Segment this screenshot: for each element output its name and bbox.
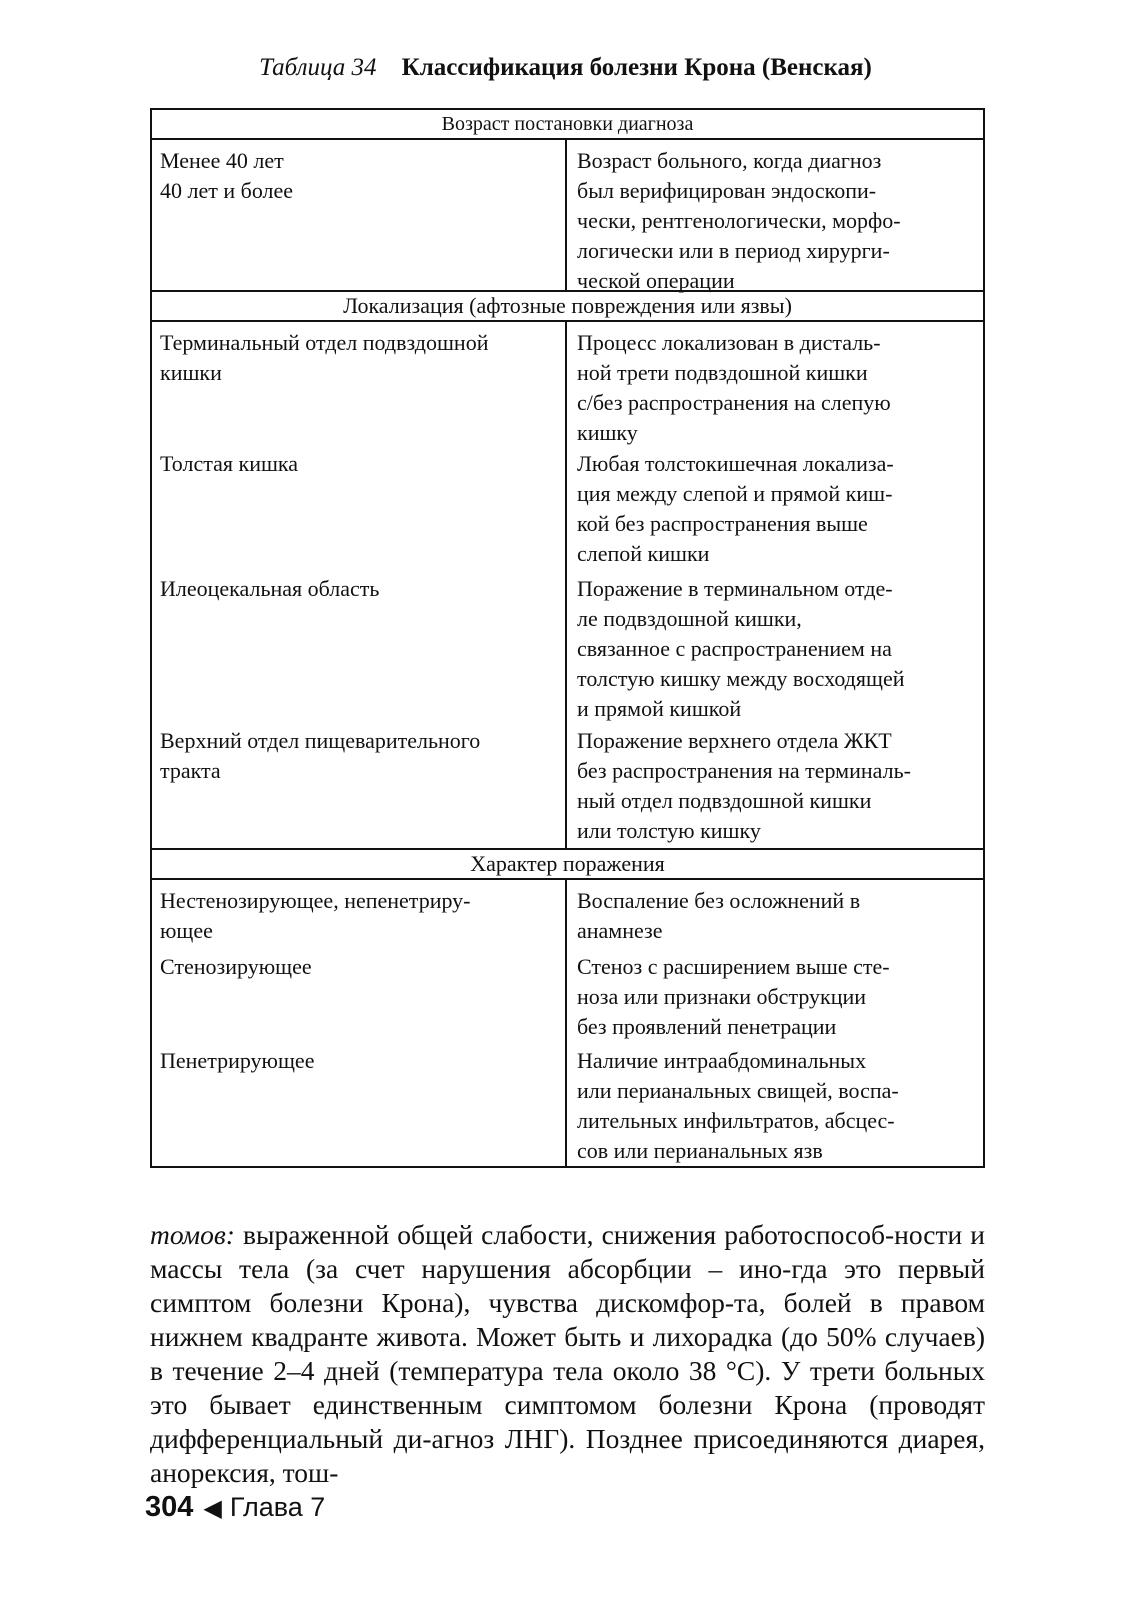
section-body-localization xyxy=(152,320,983,848)
body-paragraph xyxy=(150,1218,985,1490)
page-number: 304 xyxy=(145,1491,194,1523)
table-caption-title: Классификация болезни Крона (Венская) xyxy=(401,54,872,81)
row-label: Терминальный отдел подвздошной кишки xyxy=(160,330,489,385)
row-description: Воспаление без осложнений в анамнезе xyxy=(577,888,861,943)
section-header-character: Характер поражения xyxy=(152,848,983,878)
row-description: Поражение верхнего отдела ЖКТ без распространения на терминаль- ный отдел подвздошной кишки или толстую кишку xyxy=(577,728,911,843)
row-description: Наличие интраабдоминальных или перианальных свищей, воспа- лительных инфильтратов, абсцес- сов или перианальных язв xyxy=(577,1048,899,1163)
table-caption-label: Таблица 34 xyxy=(259,54,377,81)
row-description: Возраст больного, когда диагноз был верифицирован эндоскопи- чески, рентгенологически, морфо- логически или в период хирурги- ческой операции xyxy=(577,148,901,293)
row-label: Нестенозирующее, непенетриру- ющее xyxy=(160,888,471,943)
table-caption xyxy=(0,52,1131,84)
row-label: Илеоцекальная область xyxy=(160,576,380,601)
row-label: Менее 40 лет 40 лет и более xyxy=(160,148,294,203)
section-body-character xyxy=(152,878,983,1166)
section-header-localization: Локализация (афтозные повреждения или язвы) xyxy=(152,290,983,320)
row-description: Стеноз с расширением выше сте- ноза или признаки обструкции без проявлений пенетрации xyxy=(577,954,890,1039)
row-description: Любая толстокишечная локализа- ция между слепой и прямой киш- кой без распространения выше слепой кишки xyxy=(577,451,894,566)
paragraph-lead: томов: xyxy=(150,1219,235,1250)
row-label: Толстая кишка xyxy=(160,451,299,476)
chapter-label: Глава 7 xyxy=(229,1492,326,1522)
classification-table xyxy=(150,108,985,1168)
row-description: Процесс локализован в дисталь- ной трети подвздошной кишки с/без распространения на слепую кишку xyxy=(577,330,891,445)
table-row xyxy=(152,138,983,293)
row-label: Стенозирующее xyxy=(160,954,312,979)
row-label: Верхний отдел пищеварительного тракта xyxy=(160,728,481,783)
row-description: Поражение в терминальном отде- ле подвздошной кишки, связанное с распространением на толстую кишку между восходящей и прямой кишкой xyxy=(577,576,905,721)
section-header-age: Возраст постановки диагноза xyxy=(441,113,694,135)
left-triangle-icon: ◀ xyxy=(203,1495,222,1522)
paragraph-text: выраженной общей слабости, снижения работоспособ-ности и массы тела (за счет нарушения абсорбции – ино-гда это первый симптом болезни Крона), чувства дискомфор-та, болей в правом нижнем квадранте живота. Может быть и лихорадка (до 50% случаев) в течение 2–4 дней (температура тела около 38 °C). У трети больных это бывает единственным симптомом болезни Крона (проводят дифференциальный ди-агноз ЛНГ). Позднее присоединяются диарея, анорексия, тош- xyxy=(150,1219,985,1488)
page-footer xyxy=(145,1490,325,1526)
row-label: Пенетрирующее xyxy=(160,1048,315,1073)
